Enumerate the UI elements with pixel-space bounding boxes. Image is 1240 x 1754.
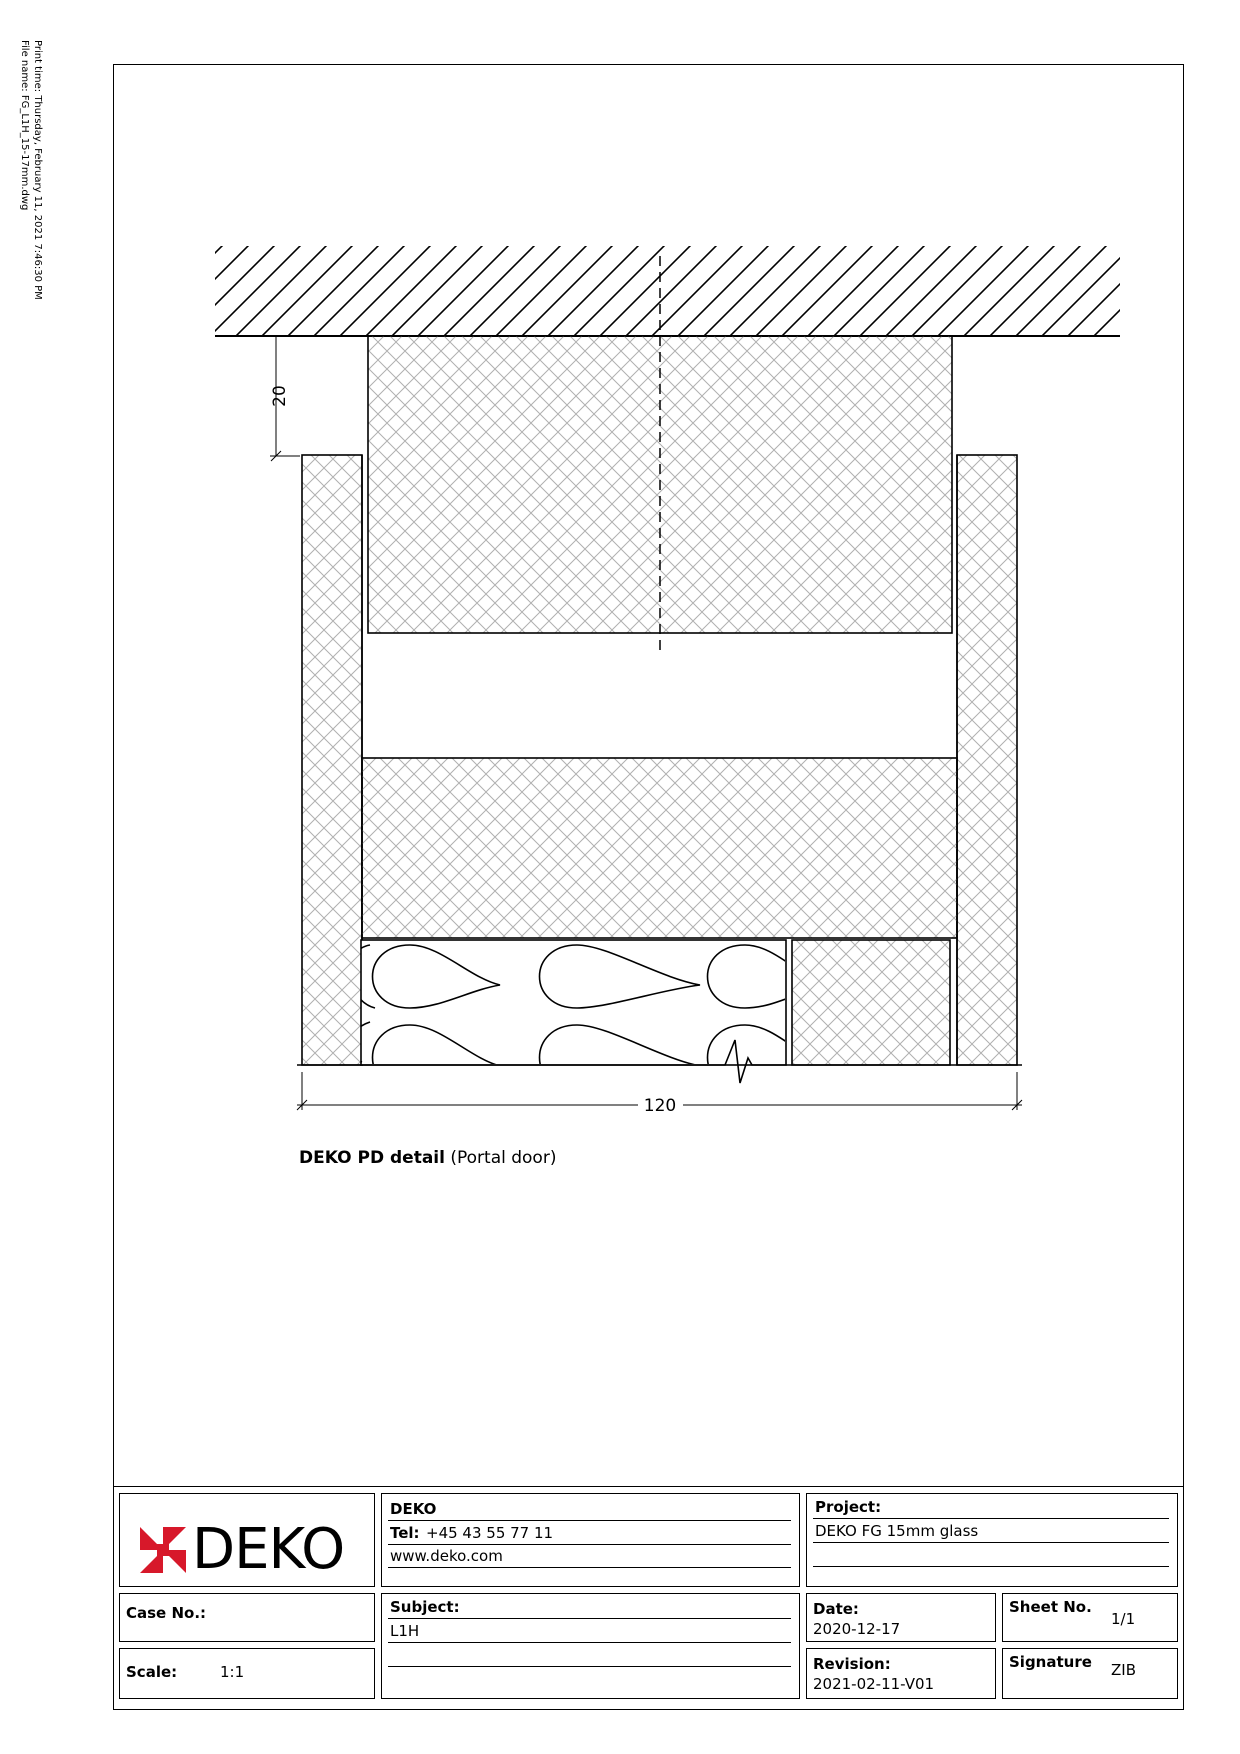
date-value: 2020-12-17 [813,1620,901,1638]
company-web[interactable]: www.deko.com [390,1547,503,1565]
case-no-label: Case No.: [126,1604,207,1622]
small-block [792,940,950,1065]
case-no-cell [119,1593,375,1642]
title-block [113,1486,1184,1710]
scale-label: Scale: [126,1663,178,1681]
revision-label: Revision: [813,1655,891,1673]
caption-bold: DEKO PD detail [299,1148,445,1168]
tel-label: Tel: [390,1524,420,1542]
logo-cell [119,1493,375,1587]
sheet-no-cell [1002,1593,1178,1642]
signature-value: ZIB [1111,1661,1136,1679]
company-cell [381,1493,800,1587]
logo-text: DEKO [192,1517,345,1582]
tel-value: +45 43 55 77 11 [426,1524,554,1542]
insulation [350,940,830,1090]
dim-horizontal: 120 [643,1096,677,1116]
signature-label: Signature [1009,1653,1092,1671]
sheet-no-value: 1/1 [1111,1610,1136,1628]
date-label: Date: [813,1600,859,1618]
revision-value: 2021-02-11-V01 [813,1675,935,1693]
project-value: DEKO FG 15mm glass [815,1522,979,1540]
ceiling-hatch [215,246,1120,336]
signature-cell [1002,1648,1178,1699]
deko-logo [140,1517,345,1582]
dim-vertical: 20 [270,385,290,407]
scale-cell [119,1648,375,1699]
subject-value: L1H [390,1622,420,1640]
drawing-caption [299,1148,556,1168]
middle-block [362,758,957,938]
sheet-no-label: Sheet No. [1009,1598,1092,1616]
subject-label: Subject: [390,1598,460,1616]
right-post [957,455,1017,1065]
deko-logo-icon [140,1527,186,1573]
left-post [302,455,362,1065]
project-label: Project: [815,1498,882,1516]
subject-cell [381,1593,800,1699]
print-time: Print time: Thursday, February 11, 2021 7:46:30 PM [32,40,43,300]
date-cell [806,1593,996,1642]
project-cell [806,1493,1178,1587]
revision-cell [806,1648,996,1699]
company-name: DEKO [390,1500,437,1518]
caption-normal: (Portal door) [450,1148,557,1168]
scale-value: 1:1 [220,1663,245,1681]
file-name: File name: FG_L1H_15-17mm.dwg [19,40,30,211]
